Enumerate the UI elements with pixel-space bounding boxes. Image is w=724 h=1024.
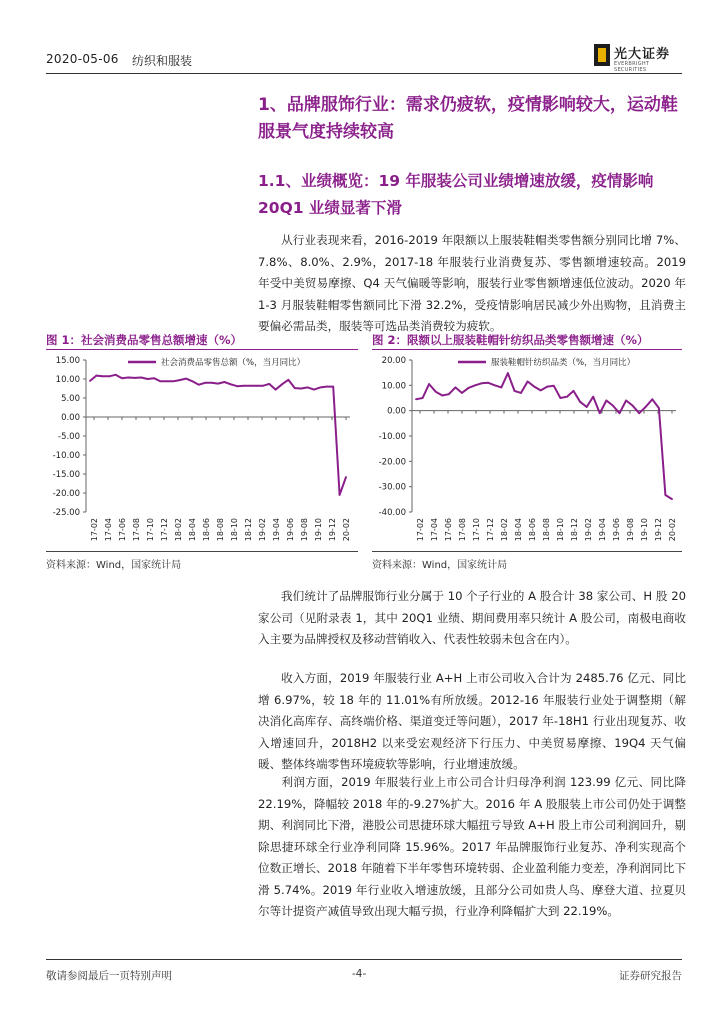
figure-1-title: 图 1：社会消费品零售总额增速（%） bbox=[46, 333, 243, 347]
figure-2-source: 资料来源：Wind，国家统计局 bbox=[372, 560, 508, 571]
chart1-data-point bbox=[326, 386, 328, 388]
chart1-data-point bbox=[172, 380, 174, 382]
chart1-data-point bbox=[313, 389, 315, 391]
logo-name: 光大证券 bbox=[614, 47, 671, 62]
figure-1-source: 资料来源：Wind，国家统计局 bbox=[46, 560, 182, 571]
chart1-data-point bbox=[134, 377, 136, 379]
chart1-data-point bbox=[307, 386, 309, 388]
chart2-y-tick-label: 0.00 bbox=[387, 406, 406, 417]
figure-1-chart bbox=[46, 352, 358, 548]
chart2-x-tick-label: 17-10 bbox=[472, 518, 481, 542]
chart1-data-point bbox=[275, 389, 277, 391]
chart2-x-tick-label: 17-04 bbox=[430, 518, 439, 542]
chart1-data-point bbox=[198, 384, 200, 386]
chart2-y-tick-label: -40.00 bbox=[378, 508, 406, 518]
chart2-data-point bbox=[599, 412, 601, 414]
chart1-x-tick-label: 18-06 bbox=[202, 518, 211, 542]
chart2-x-tick-label: 19-02 bbox=[584, 518, 593, 542]
chart2-series-line bbox=[416, 373, 672, 499]
chart2-x-tick-label: 20-02 bbox=[668, 518, 677, 542]
chart1-y-tick-label: 15.00 bbox=[55, 356, 80, 366]
chart2-x-tick-label: 17-02 bbox=[416, 518, 425, 542]
chart1-data-point bbox=[345, 476, 347, 478]
paragraph-2 bbox=[258, 586, 686, 651]
figure-1-divider bbox=[46, 349, 358, 350]
chart2-data-point bbox=[560, 397, 562, 399]
chart1-data-point bbox=[230, 383, 232, 385]
chart1-data-point bbox=[339, 494, 341, 496]
chart2-x-tick-label: 19-06 bbox=[612, 518, 621, 542]
chart1-y-tick-label: -25.00 bbox=[52, 508, 80, 518]
chart1-x-tick-label: 19-10 bbox=[314, 518, 323, 542]
chart1-x-tick-label: 19-12 bbox=[328, 518, 337, 542]
chart2-data-point bbox=[540, 390, 542, 392]
chart1-x-tick-label: 18-04 bbox=[188, 518, 197, 542]
chart1-data-point bbox=[115, 374, 117, 376]
chart2-data-point bbox=[619, 412, 621, 414]
chart2-data-point bbox=[468, 387, 470, 389]
logo-subtitle: EVERBRIGHT SECURITIES bbox=[614, 61, 650, 73]
chart2-data-point bbox=[645, 406, 647, 408]
chart2-data-point bbox=[441, 395, 443, 397]
chart1-data-point bbox=[204, 382, 206, 384]
chart1-x-tick-label: 19-06 bbox=[286, 518, 295, 542]
chart1-data-point bbox=[243, 385, 245, 387]
chart2-data-point bbox=[500, 386, 502, 388]
section-title: 1、品牌服饰行业：需求仍疲软，疫情影响较大，运动鞋服景气度持续较高 bbox=[258, 95, 678, 142]
chart1-x-tick-label: 17-08 bbox=[132, 518, 141, 542]
chart1-x-tick-label: 17-12 bbox=[160, 518, 169, 542]
chart2-data-point bbox=[658, 407, 660, 409]
chart2-data-point bbox=[579, 401, 581, 403]
paragraph-3-text: 收入方面，2019 年服装行业 A+H 上市公司收入合计为 2485.76 亿元、同比增 6.97%，较 18 年的 11.01%有所放缓。2012-16 年服装行业处于调整期（解决消化高库存、高终端价格、渠道变迁等问题），2017 年-18H1 行业出现复苏、收入增速回升，2018H2 以来受宏观经济下行压力、中美贸易摩擦、19Q4 天气偏暖、整体终端零售环境疲软等影响，行业增速放缓。 bbox=[258, 671, 686, 771]
chart2-data-point bbox=[494, 384, 496, 386]
chart1-data-point bbox=[160, 380, 162, 382]
chart1-data-point bbox=[294, 387, 296, 389]
chart1-data-point bbox=[249, 385, 251, 387]
chart1-data-point bbox=[121, 377, 123, 379]
chart2-data-point bbox=[514, 390, 516, 392]
chart1-legend-label: 社会消费品零售总额（%，当月同比） bbox=[161, 358, 306, 368]
chart1-y-tick-label: -10.00 bbox=[52, 451, 80, 461]
chart1-data-point bbox=[300, 388, 302, 390]
chart2-data-point bbox=[671, 498, 673, 500]
chart1-x-tick-label: 17-02 bbox=[90, 518, 99, 542]
figure-2-chart bbox=[372, 352, 682, 548]
chart2-x-tick-label: 18-08 bbox=[542, 518, 551, 542]
chart1-x-tick-label: 20-02 bbox=[342, 518, 351, 542]
page-footer bbox=[46, 959, 682, 982]
chart2-y-tick-label: -10.00 bbox=[378, 432, 406, 442]
chart1-data-point bbox=[102, 375, 104, 377]
page-number: -4- bbox=[352, 968, 367, 980]
chart2-x-tick-label: 18-02 bbox=[500, 518, 509, 542]
chart2-data-point bbox=[487, 382, 489, 384]
chart1-data-point bbox=[192, 380, 194, 382]
chart2-data-point bbox=[632, 405, 634, 407]
chart2-data-point bbox=[415, 398, 417, 400]
chart1-x-tick-label: 18-02 bbox=[174, 518, 183, 542]
chart1-y-tick-label: 5.00 bbox=[61, 394, 80, 404]
chart1-data-point bbox=[153, 377, 155, 379]
chart2-data-point bbox=[651, 398, 653, 400]
chart2-data-point bbox=[665, 494, 667, 496]
figure-2-title: 图 2：限额以上服装鞋帽针纺织品类零售额增速（%） bbox=[372, 333, 649, 347]
chart1-data-point bbox=[224, 381, 226, 383]
chart1-x-tick-label: 19-02 bbox=[258, 518, 267, 542]
chart2-data-point bbox=[448, 393, 450, 395]
page-header bbox=[46, 40, 682, 74]
chart1-data-point bbox=[217, 383, 219, 385]
chart2-data-point bbox=[454, 386, 456, 388]
chart2-data-point bbox=[533, 386, 535, 388]
report-date: 2020-05-06 bbox=[46, 52, 119, 66]
chart2-x-tick-label: 18-04 bbox=[514, 518, 523, 542]
chart2-x-tick-label: 18-10 bbox=[556, 518, 565, 542]
footer-disclaimer: 敬请参阅最后一页特别声明 bbox=[46, 970, 172, 982]
chart1-data-point bbox=[236, 385, 238, 387]
chart1-x-tick-label: 19-08 bbox=[300, 518, 309, 542]
chart2-data-point bbox=[573, 390, 575, 392]
chart1-x-tick-label: 17-06 bbox=[118, 518, 127, 542]
chart1-data-point bbox=[268, 383, 270, 385]
chart1-data-point bbox=[332, 386, 334, 388]
chart2-x-tick-label: 19-12 bbox=[654, 518, 663, 542]
figure-2-bottom-rule bbox=[372, 551, 682, 552]
chart1-data-point bbox=[320, 386, 322, 388]
chart2-data-point bbox=[586, 406, 588, 408]
chart2-data-point bbox=[527, 381, 529, 383]
report-sector: 纺织和服装 bbox=[132, 54, 193, 68]
footer-report-type: 证券研究报告 bbox=[619, 970, 682, 982]
chart2-data-point bbox=[553, 385, 555, 387]
chart2-data-point bbox=[625, 400, 627, 402]
chart1-data-point bbox=[179, 379, 181, 381]
chart1-data-point bbox=[96, 375, 98, 377]
chart1-y-tick-label: 0.00 bbox=[61, 413, 80, 423]
subsection-title: 1.1、业绩概览：19 年服装公司业绩增速放缓，疫情影响 20Q1 业绩显著下滑 bbox=[258, 172, 654, 217]
chart2-data-point bbox=[546, 386, 548, 388]
chart2-data-point bbox=[612, 405, 614, 407]
chart1-x-tick-label: 17-04 bbox=[104, 518, 113, 542]
chart1-data-point bbox=[185, 378, 187, 380]
chart2-data-point bbox=[461, 392, 463, 394]
chart2-x-tick-label: 19-04 bbox=[598, 518, 607, 542]
chart2-data-point bbox=[520, 392, 522, 394]
logo-mark-icon bbox=[594, 44, 610, 66]
chart2-x-tick-label: 19-10 bbox=[640, 518, 649, 542]
chart2-y-tick-label: 10.00 bbox=[381, 381, 406, 392]
chart2-x-tick-label: 18-06 bbox=[528, 518, 537, 542]
chart1-data-point bbox=[147, 378, 149, 380]
chart2-data-point bbox=[592, 396, 594, 398]
chart1-data-point bbox=[89, 380, 91, 382]
company-logo bbox=[594, 42, 682, 72]
figure-1-bottom-rule bbox=[46, 551, 358, 552]
chart2-data-point bbox=[428, 383, 430, 385]
figure-2-divider bbox=[372, 349, 682, 350]
chart2-x-tick-label: 17-08 bbox=[458, 518, 467, 542]
chart2-y-tick-label: 20.00 bbox=[381, 356, 406, 366]
chart2-data-point bbox=[605, 400, 607, 402]
chart1-data-point bbox=[256, 385, 258, 387]
chart2-data-point bbox=[566, 396, 568, 398]
chart1-x-tick-label: 18-10 bbox=[230, 518, 239, 542]
chart1-y-tick-label: -20.00 bbox=[52, 489, 80, 499]
chart2-x-tick-label: 19-08 bbox=[626, 518, 635, 542]
chart1-data-point bbox=[211, 382, 213, 384]
paragraph-1 bbox=[258, 230, 686, 338]
chart2-data-point bbox=[435, 391, 437, 393]
paragraph-4-text: 利润方面，2019 年服装行业上市公司合计归母净利润 123.99 亿元、同比降 22.19%，降幅较 2018 年的-9.27%扩大。2016 年 A 股服装上市公司仍处于调整期、利润同比下滑，港股公司思捷环球大幅扭亏导致 A+H 股上市公司利润回升，剔除思捷环球全行业净利同降 15.96%。2017 年品牌服饰行业复苏、净利实现高个位数正增长、2018 年随着下半年零售环境转弱、企业盈利能力变差，净利润同比下滑 5.74%。2019 年行业收入增速放缓，且部分公司如贵人鸟、摩登大道、拉夏贝尔等计提资产减值导致出现大幅亏损，行业净利降幅扩大到 22.19%。 bbox=[258, 775, 686, 918]
chart1-data-point bbox=[281, 383, 283, 385]
chart1-data-point bbox=[128, 377, 130, 379]
paragraph-2-text: 我们统计了品牌服饰行业分属于 10 个子行业的 A 股合计 38 家公司、H 股 20 家公司（见附录表 1，其中 20Q1 业绩、期间费用率只统计 A 股公司，南极电商收入主要为品牌授权及移动营销收入、代表性较弱未包含在内）。 bbox=[258, 589, 686, 646]
chart2-x-tick-label: 17-06 bbox=[444, 518, 453, 542]
chart2-legend-label: 服装鞋帽针纺织品类（%，当月同比） bbox=[491, 358, 636, 368]
paragraph-1-text: 从行业表现来看，2016-2019 年限额以上服装鞋帽类零售额分别同比增 7%、7.8%、8.0%、2.9%，2017-18 年服装行业消费复苏、零售额增速较高。2019 年受中美贸易摩擦、Q4 天气偏暖等影响，服装行业零售额增速低位波动。2020 年 1-3 月服装鞋帽零售额同比下滑 32.2%，受疫情影响居民减少外出购物，且消费主要偏必需品类，服装等可选品类消费较为疲软。 bbox=[258, 233, 686, 333]
chart1-data-point bbox=[262, 385, 264, 387]
chart1-data-point bbox=[140, 377, 142, 379]
chart2-x-tick-label: 17-12 bbox=[486, 518, 495, 542]
chart1-y-tick-label: 10.00 bbox=[55, 375, 80, 385]
paragraph-4 bbox=[258, 772, 686, 923]
chart2-data-point bbox=[638, 412, 640, 414]
chart1-data-point bbox=[166, 380, 168, 382]
chart1-x-tick-label: 18-08 bbox=[216, 518, 225, 542]
chart2-data-point bbox=[422, 397, 424, 399]
chart2-data-point bbox=[481, 382, 483, 384]
chart2-x-tick-label: 18-12 bbox=[570, 518, 579, 542]
chart1-x-tick-label: 19-04 bbox=[272, 518, 281, 542]
chart1-y-tick-label: -5.00 bbox=[58, 432, 80, 442]
chart1-y-tick-label: -15.00 bbox=[52, 470, 80, 480]
chart2-data-point bbox=[474, 384, 476, 386]
chart1-series-line bbox=[90, 375, 346, 495]
chart2-data-point bbox=[507, 372, 509, 374]
chart1-x-tick-label: 18-12 bbox=[244, 518, 253, 542]
chart2-y-tick-label: -20.00 bbox=[378, 457, 406, 468]
chart2-y-tick-label: -30.00 bbox=[378, 482, 406, 493]
chart1-data-point bbox=[108, 375, 110, 377]
chart1-x-tick-label: 17-10 bbox=[146, 518, 155, 542]
chart1-data-point bbox=[288, 379, 290, 381]
paragraph-3 bbox=[258, 668, 686, 776]
